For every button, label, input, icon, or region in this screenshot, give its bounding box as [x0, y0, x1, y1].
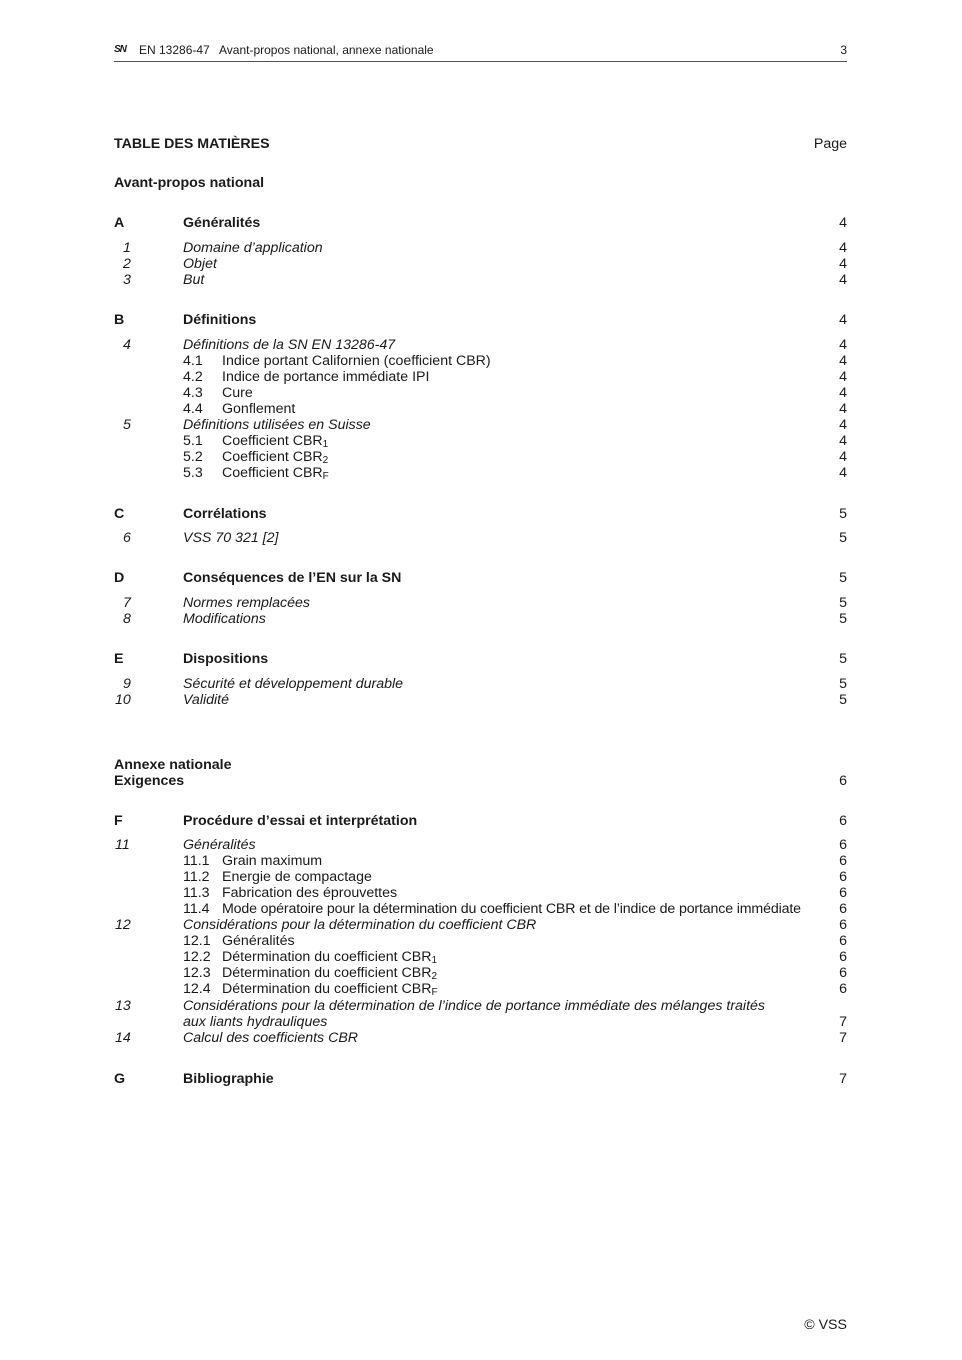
section-page: 5	[839, 570, 847, 586]
subitem-page: 4	[839, 449, 847, 465]
section-page: 4	[839, 215, 847, 231]
item-page: 5	[839, 530, 847, 546]
subitem-page: 6	[839, 949, 847, 965]
item-title: Sécurité et développement durable	[183, 676, 404, 692]
item-title: Considérations pour la détermination du coefficient CBR	[183, 917, 537, 933]
subitem-number: 11.1	[183, 853, 210, 869]
section-page: 7	[839, 1071, 847, 1087]
subitem-page: 4	[839, 353, 847, 369]
subitem-number: 5.3	[183, 465, 203, 481]
item-title: Validité	[183, 692, 230, 708]
subitem-page: 6	[839, 965, 847, 981]
subscript: 1	[431, 955, 438, 966]
item-number: 6	[123, 530, 131, 546]
item-number: 10	[115, 692, 131, 708]
item-title: Considérations pour la détermination de l’indice de portance immédiate des mélanges traités	[183, 998, 766, 1014]
subitem-title	[222, 965, 437, 981]
subitem-title: Energie de compactage	[222, 869, 372, 885]
section-title: Procédure d’essai et interprétation	[183, 813, 418, 829]
section-page: 4	[839, 312, 847, 328]
subitem-title: Indice de portance immédiate IPI	[222, 369, 430, 385]
section-page: 6	[839, 813, 847, 829]
subscript: F	[431, 987, 438, 998]
item-page: 4	[839, 417, 847, 433]
annex-title: Annexe nationale	[114, 757, 232, 773]
item-title: But	[183, 272, 205, 288]
item-title: Définitions utilisées en Suisse	[183, 417, 371, 433]
part-title-avant-propos: Avant-propos national	[114, 175, 265, 191]
section-letter: E	[114, 651, 124, 667]
item-page: 5	[839, 692, 847, 708]
subitem-title	[222, 433, 328, 449]
page-header	[114, 43, 847, 62]
subitem-title: Grain maximum	[222, 853, 323, 869]
item-number: 14	[115, 1030, 131, 1046]
subscript: 2	[431, 971, 438, 982]
item-number: 5	[123, 417, 131, 433]
subitem-page: 6	[839, 885, 847, 901]
item-number: 3	[123, 272, 131, 288]
item-page: 4	[839, 240, 847, 256]
subscript: 2	[322, 455, 329, 466]
subitem-page: 6	[839, 981, 847, 997]
item-title: Domaine d’application	[183, 240, 323, 256]
item-title: Calcul des coefficients CBR	[183, 1030, 359, 1046]
section-page: 5	[839, 651, 847, 667]
doc-subtitle: Avant-propos national, annexe nationale	[219, 43, 434, 57]
item-title-continued: aux liants hydrauliques	[183, 1014, 328, 1030]
subitem-title-text: Coefficient CBR	[222, 433, 323, 449]
subitem-page: 4	[839, 369, 847, 385]
subitem-title	[222, 465, 329, 481]
item-title: Généralités	[183, 837, 256, 853]
subitem-page: 4	[839, 433, 847, 449]
item-number: 8	[123, 611, 131, 627]
section-letter: B	[114, 312, 125, 328]
section-title: Définitions	[183, 312, 257, 328]
subitem-title-text: Détermination du coefficient CBR	[222, 981, 432, 997]
item-number: 12	[115, 917, 131, 933]
subitem-title: Mode opératoire pour la détermination du coefficient CBR et de l’indice de portance immédiate	[222, 901, 801, 917]
subitem-number: 12.3	[183, 965, 211, 981]
subitem-number: 5.1	[183, 433, 203, 449]
item-number: 7	[123, 595, 131, 611]
item-page: 4	[839, 256, 847, 272]
subitem-title: Gonflement	[222, 401, 296, 417]
section-title: Bibliographie	[183, 1071, 274, 1087]
item-number: 4	[123, 337, 131, 353]
subitem-title: Fabrication des éprouvettes	[222, 885, 398, 901]
subitem-title	[222, 981, 438, 997]
section-title: Conséquences de l’EN sur la SN	[183, 570, 402, 586]
subitem-number: 11.4	[183, 901, 210, 917]
section-letter: C	[114, 506, 125, 522]
item-page: 4	[839, 272, 847, 288]
requirements-page: 6	[839, 773, 847, 789]
item-page: 6	[839, 837, 847, 853]
item-number: 9	[123, 676, 131, 692]
subitem-number: 4.2	[183, 369, 203, 385]
subitem-number: 5.2	[183, 449, 203, 465]
item-page: 6	[839, 917, 847, 933]
subitem-page: 6	[839, 901, 847, 917]
item-number: 2	[123, 256, 131, 272]
subitem-number: 4.4	[183, 401, 203, 417]
item-page: 5	[839, 676, 847, 692]
subitem-title-text: Détermination du coefficient CBR	[222, 949, 432, 965]
subitem-number: 12.4	[183, 981, 211, 997]
item-number: 11	[115, 837, 130, 853]
subscript: 1	[322, 439, 329, 450]
subitem-number: 4.3	[183, 385, 203, 401]
page-number: 3	[840, 43, 847, 57]
subitem-title	[222, 449, 328, 465]
subitem-page: 4	[839, 385, 847, 401]
page-column-label: Page	[813, 136, 847, 152]
item-page: 5	[839, 595, 847, 611]
item-title: VSS 70 321 [2]	[183, 530, 279, 546]
subitem-title	[222, 949, 437, 965]
subitem-title-text: Coefficient CBR	[222, 449, 323, 465]
item-title: Définitions de la SN EN 13286-47	[183, 337, 396, 353]
subitem-title: Indice portant Californien (coefficient CBR)	[222, 353, 491, 369]
section-title: Généralités	[183, 215, 261, 231]
subitem-title: Cure	[222, 385, 253, 401]
subscript: F	[322, 471, 329, 482]
copyright-footer: © VSS	[804, 1317, 847, 1333]
item-title: Modifications	[183, 611, 266, 627]
section-title: Corrélations	[183, 506, 267, 522]
item-page: 5	[839, 611, 847, 627]
subitem-title-text: Détermination du coefficient CBR	[222, 965, 432, 981]
item-title: Normes remplacées	[183, 595, 310, 611]
item-page: 7	[839, 1014, 847, 1030]
toc-title: TABLE DES MATIÈRES	[114, 136, 270, 152]
subitem-number: 12.1	[183, 933, 211, 949]
item-number: 1	[123, 240, 131, 256]
item-title: Objet	[183, 256, 217, 272]
subitem-page: 6	[839, 853, 847, 869]
subitem-number: 4.1	[183, 353, 203, 369]
sn-logo: SN	[114, 44, 126, 55]
section-letter: G	[114, 1071, 126, 1087]
subitem-number: 11.3	[183, 885, 210, 901]
section-title: Dispositions	[183, 651, 269, 667]
section-letter: A	[114, 215, 125, 231]
subitem-title-text: Coefficient CBR	[222, 465, 323, 481]
item-page: 7	[839, 1030, 847, 1046]
requirements-title: Exigences	[114, 773, 185, 789]
doc-number: EN 13286-47	[139, 43, 210, 57]
section-letter: D	[114, 570, 125, 586]
subitem-page: 6	[839, 933, 847, 949]
section-letter: F	[114, 813, 123, 829]
subitem-page: 4	[839, 465, 847, 481]
section-page: 5	[839, 506, 847, 522]
item-page: 4	[839, 337, 847, 353]
item-number: 13	[115, 998, 131, 1014]
subitem-page: 6	[839, 869, 847, 885]
subitem-number: 11.2	[183, 869, 210, 885]
subitem-title: Généralités	[222, 933, 295, 949]
subitem-number: 12.2	[183, 949, 211, 965]
subitem-page: 4	[839, 401, 847, 417]
